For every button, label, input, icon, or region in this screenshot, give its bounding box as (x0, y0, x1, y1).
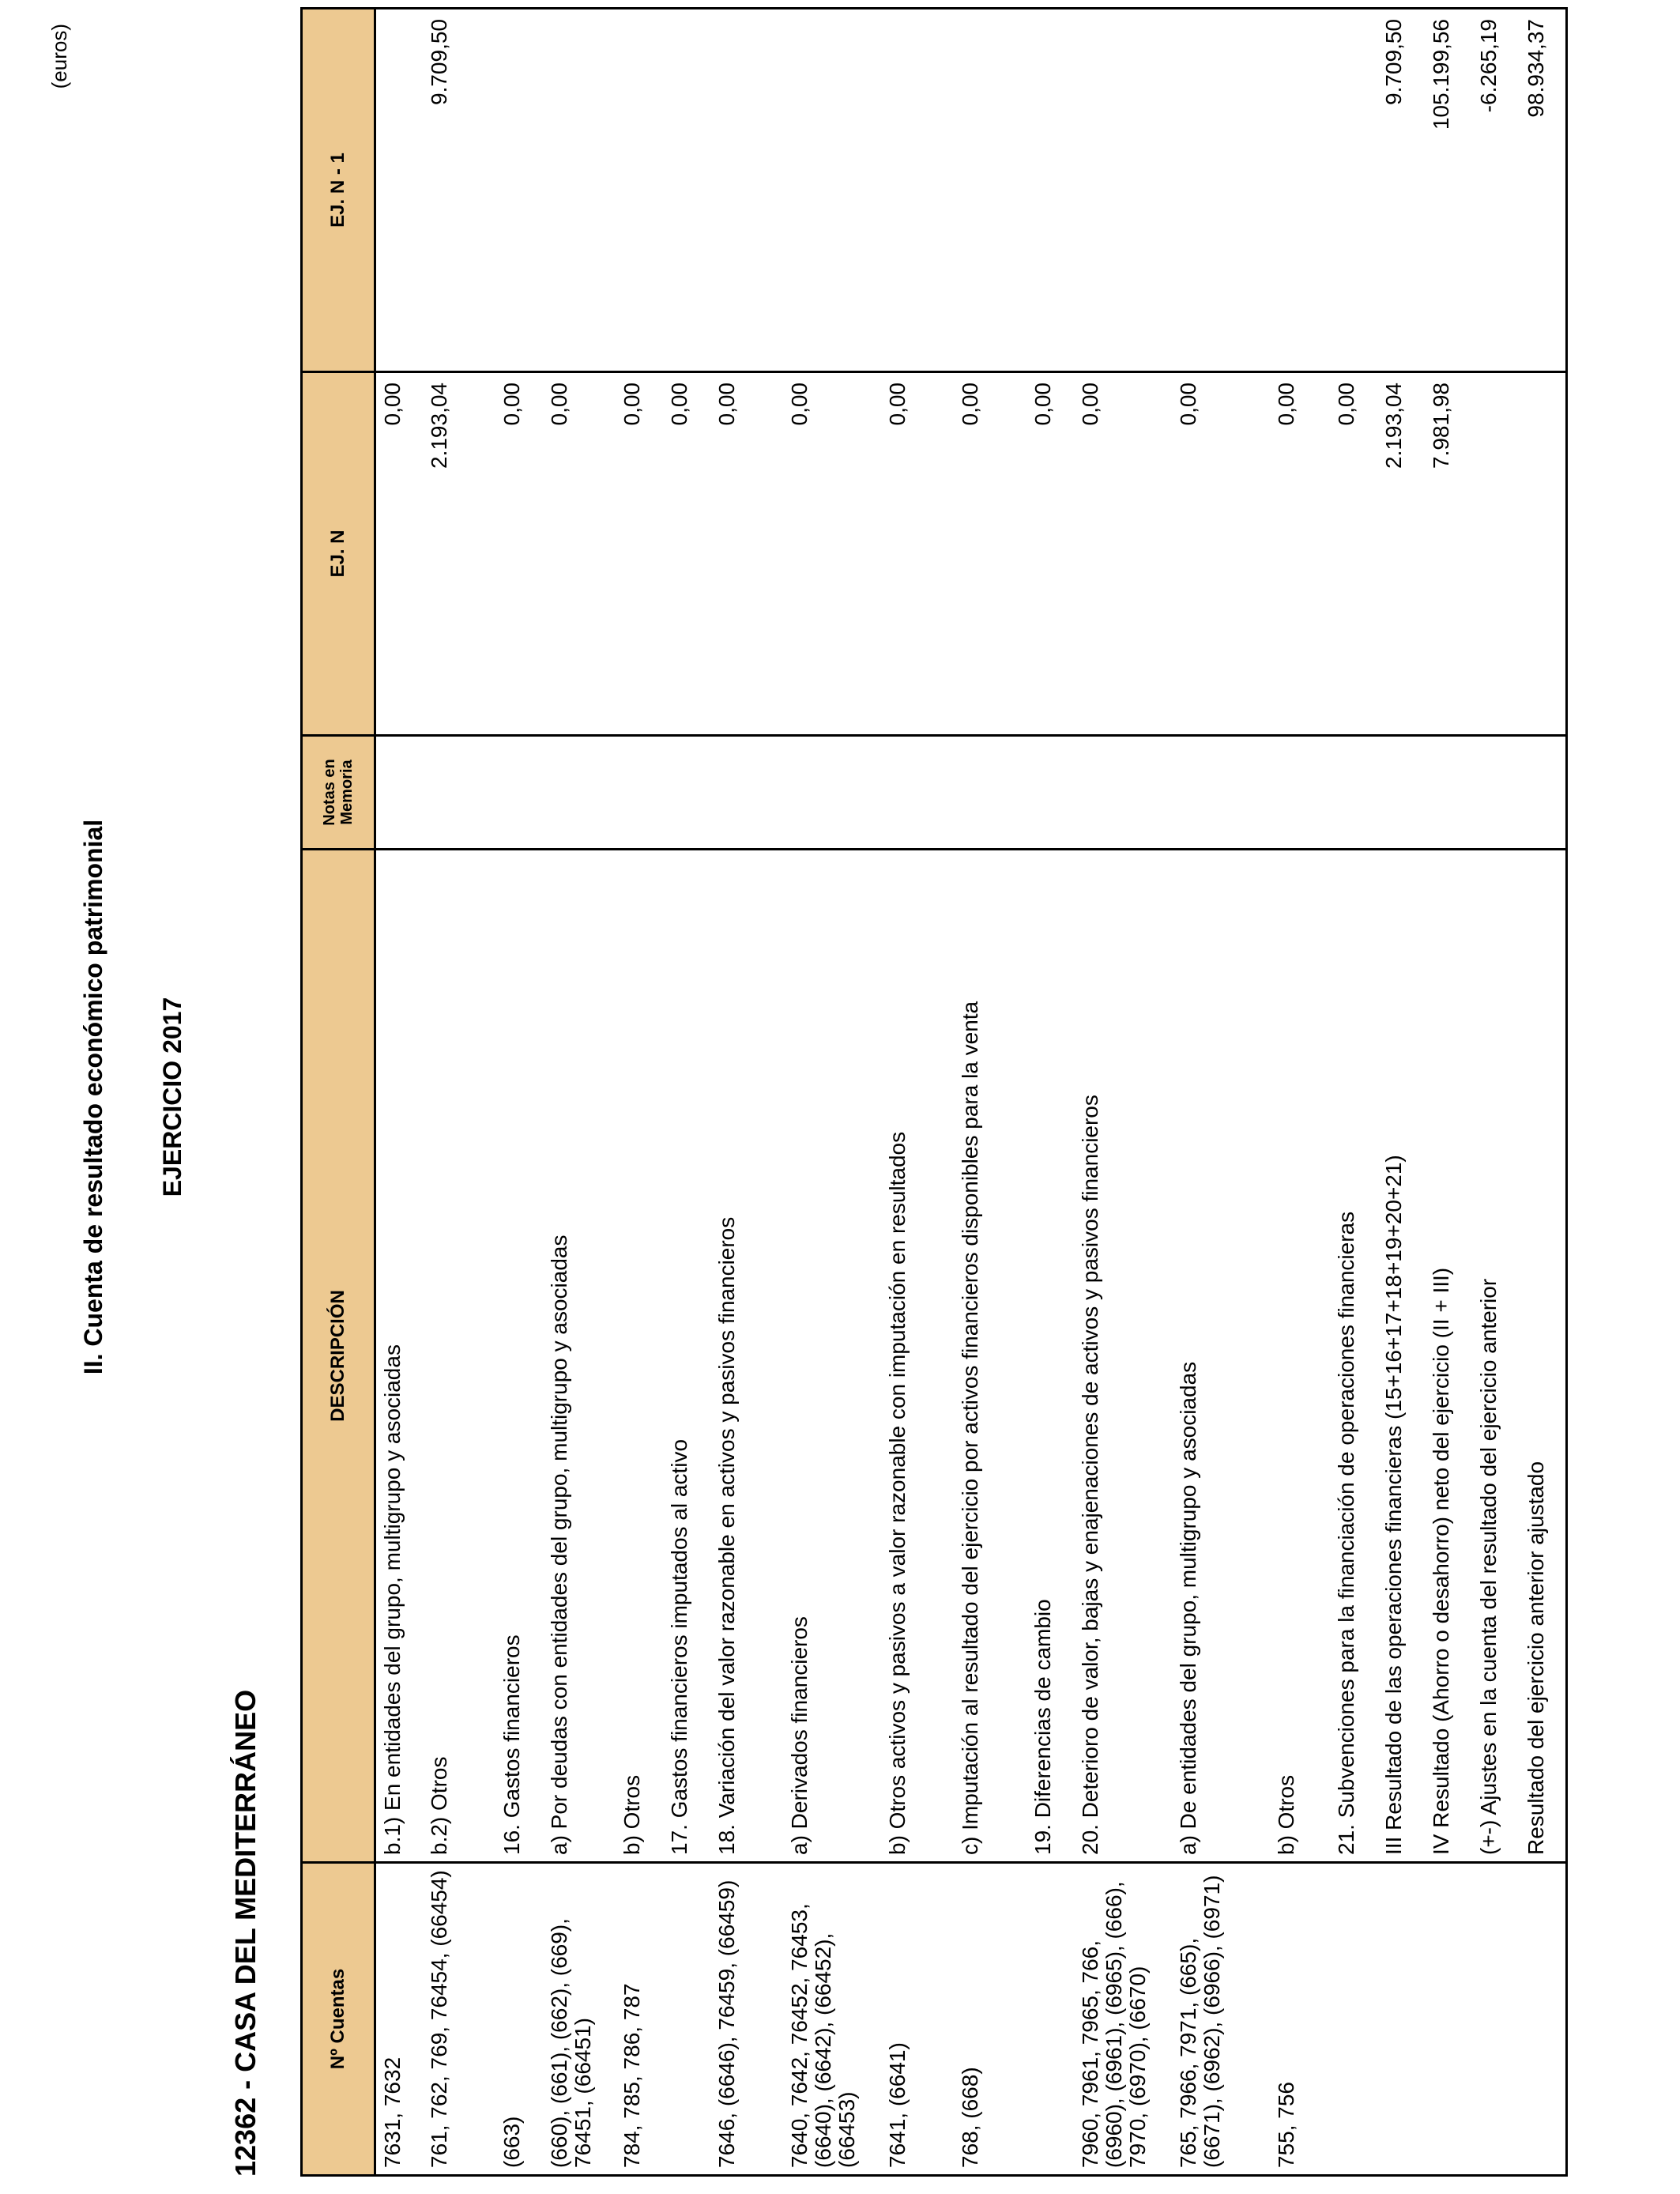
cell-description: 17. Gastos financieros imputados al activo (663, 850, 710, 1863)
cell-notes (710, 736, 783, 850)
cell-notes (375, 736, 423, 850)
cell-accounts (1377, 1863, 1425, 2176)
cell-notes (1330, 736, 1377, 850)
cell-accounts (1472, 1863, 1520, 2176)
cell-year-n1: 9.709,50 (423, 9, 495, 372)
cell-year-n: 0,00 (1270, 372, 1330, 736)
cell-notes (954, 736, 1026, 850)
header-year-n: EJ. N (302, 372, 375, 736)
cell-description: III Resultado de las operaciones financieras (15+16+17+18+19+20+21) (1377, 850, 1425, 1863)
cell-accounts (1330, 1863, 1377, 2176)
cell-accounts: 761, 762, 769, 76454, (66454) (423, 1863, 495, 2176)
cell-notes (495, 736, 543, 850)
cell-year-n1 (1026, 9, 1074, 372)
cell-description: b.2) Otros (423, 850, 495, 1863)
cell-year-n: 0,00 (954, 372, 1026, 736)
table-row (1026, 9, 1074, 2176)
cell-description: 21. Subvenciones para la financiación de operaciones financieras (1330, 850, 1377, 1863)
cell-year-n1: 9.709,50 (1377, 9, 1425, 372)
cell-accounts: 7640, 7642, 76452, 76453, (6640), (6642), (66452), (66453) (783, 1863, 881, 2176)
cell-year-n: 0,00 (616, 372, 663, 736)
exercise-title: EJERCICIO 2017 (158, 997, 186, 1197)
cell-accounts: 7960, 7961, 7965, 766, (6960), (6961), (6965), (666), 7970, (6970), (6670) (1074, 1863, 1172, 2176)
cell-accounts: 7631, 7632 (375, 1863, 423, 2176)
cell-accounts (1026, 1863, 1074, 2176)
cell-year-n1 (375, 9, 423, 372)
table-row (954, 9, 1026, 2176)
cell-year-n: 0,00 (881, 372, 954, 736)
table-row (1472, 9, 1520, 2176)
cell-year-n1: 98.934,37 (1520, 9, 1567, 372)
cell-year-n1 (616, 9, 663, 372)
table-row (1520, 9, 1567, 2176)
cell-year-n1 (954, 9, 1026, 372)
cell-year-n1 (1172, 9, 1270, 372)
cell-year-n1 (881, 9, 954, 372)
cell-notes (1472, 736, 1520, 850)
cell-description: c) Imputación al resultado del ejercicio por activos financieros disponibles para la venta (954, 850, 1026, 1863)
cell-accounts: 768, (668) (954, 1863, 1026, 2176)
cell-description: 20. Deterioro de valor, bajas y enajenaciones de activos y pasivos financieros (1074, 850, 1172, 1863)
cell-year-n1 (1074, 9, 1172, 372)
cell-year-n1: 105.199,56 (1425, 9, 1472, 372)
header-accounts: Nº Cuentas (302, 1863, 375, 2176)
table-row (1270, 9, 1330, 2176)
table-row (543, 9, 616, 2176)
cell-notes (881, 736, 954, 850)
table-row (1172, 9, 1270, 2176)
cell-accounts (1425, 1863, 1472, 2176)
table-row (616, 9, 663, 2176)
cell-year-n: 0,00 (1026, 372, 1074, 736)
cell-year-n1 (663, 9, 710, 372)
cell-accounts: (660), (661), (662), (669), 76451, (66451) (543, 1863, 616, 2176)
table-row (710, 9, 783, 2176)
cell-description: a) Derivados financieros (783, 850, 881, 1863)
cell-accounts (1520, 1863, 1567, 2176)
cell-accounts: 765, 7966, 7971, (665), (6671), (6962), (6966), (6971) (1172, 1863, 1270, 2176)
cell-notes (1377, 736, 1425, 850)
cell-accounts: 784, 785, 786, 787 (616, 1863, 663, 2176)
table-row (423, 9, 495, 2176)
cell-description: Resultado del ejercicio anterior ajustado (1520, 850, 1567, 1863)
cell-year-n: 0,00 (1172, 372, 1270, 736)
cell-notes (1425, 736, 1472, 850)
cell-year-n (1472, 372, 1520, 736)
cell-accounts: 7641, (6641) (881, 1863, 954, 2176)
cell-description: a) Por deudas con entidades del grupo, multigrupo y asociadas (543, 850, 616, 1863)
currency-label: (euros) (47, 24, 71, 89)
cell-year-n: 0,00 (783, 372, 881, 736)
cell-description: 19. Diferencias de cambio (1026, 850, 1074, 1863)
table-row (881, 9, 954, 2176)
cell-year-n: 0,00 (375, 372, 423, 736)
cell-description: b) Otros (616, 850, 663, 1863)
cell-year-n: 0,00 (1074, 372, 1172, 736)
table-row (1074, 9, 1172, 2176)
cell-accounts (663, 1863, 710, 2176)
table-row (1425, 9, 1472, 2176)
cell-description: 18. Variación del valor razonable en activos y pasivos financieros (710, 850, 783, 1863)
cell-notes (1520, 736, 1567, 850)
entity-name: 12362 - CASA DEL MEDITERRÁNEO (229, 1689, 262, 2177)
cell-year-n: 0,00 (1330, 372, 1377, 736)
cell-notes (1074, 736, 1172, 850)
table-row (375, 9, 423, 2176)
cell-year-n1 (495, 9, 543, 372)
cell-year-n1 (783, 9, 881, 372)
cell-description: (+-) Ajustes en la cuenta del resultado del ejercicio anterior (1472, 850, 1520, 1863)
cell-notes (1270, 736, 1330, 850)
cell-accounts: (663) (495, 1863, 543, 2176)
cell-year-n: 0,00 (495, 372, 543, 736)
cell-notes (663, 736, 710, 850)
cell-year-n: 0,00 (543, 372, 616, 736)
header-notes: Notas en Memoria (302, 736, 375, 850)
cell-accounts: 755, 756 (1270, 1863, 1330, 2176)
cell-notes (423, 736, 495, 850)
cell-year-n (1520, 372, 1567, 736)
cell-year-n1 (710, 9, 783, 372)
page-title: II. Cuenta de resultado económico patrimonial (79, 819, 107, 1375)
cell-year-n: 2.193,04 (423, 372, 495, 736)
cell-year-n: 0,00 (710, 372, 783, 736)
header-description: DESCRIPCIÓN (302, 850, 375, 1863)
cell-description: a) De entidades del grupo, multigrupo y asociadas (1172, 850, 1270, 1863)
cell-description: b) Otros (1270, 850, 1330, 1863)
cell-description: b) Otros activos y pasivos a valor razonable con imputación en resultados (881, 850, 954, 1863)
cell-notes (1172, 736, 1270, 850)
cell-description: IV Resultado (Ahorro o desahorro) neto del ejercicio (II + III) (1425, 850, 1472, 1863)
cell-year-n: 7.981,98 (1425, 372, 1472, 736)
header-year-n1: EJ. N - 1 (302, 9, 375, 372)
cell-accounts: 7646, (6646), 76459, (66459) (710, 1863, 783, 2176)
table-header-row (302, 9, 375, 2176)
table-row (1377, 9, 1425, 2176)
cell-notes (616, 736, 663, 850)
cell-year-n: 2.193,04 (1377, 372, 1425, 736)
cell-notes (783, 736, 881, 850)
cell-year-n1: -6.265,19 (1472, 9, 1520, 372)
table-row (783, 9, 881, 2176)
cell-year-n1 (1330, 9, 1377, 372)
cell-notes (543, 736, 616, 850)
cell-description: 16. Gastos financieros (495, 850, 543, 1863)
table-row (663, 9, 710, 2176)
cell-year-n: 0,00 (663, 372, 710, 736)
results-table (300, 7, 1568, 2177)
table-row (495, 9, 543, 2176)
cell-year-n1 (1270, 9, 1330, 372)
cell-description: b.1) En entidades del grupo, multigrupo y asociadas (375, 850, 423, 1863)
table-row (1330, 9, 1377, 2176)
cell-notes (1026, 736, 1074, 850)
cell-year-n1 (543, 9, 616, 372)
